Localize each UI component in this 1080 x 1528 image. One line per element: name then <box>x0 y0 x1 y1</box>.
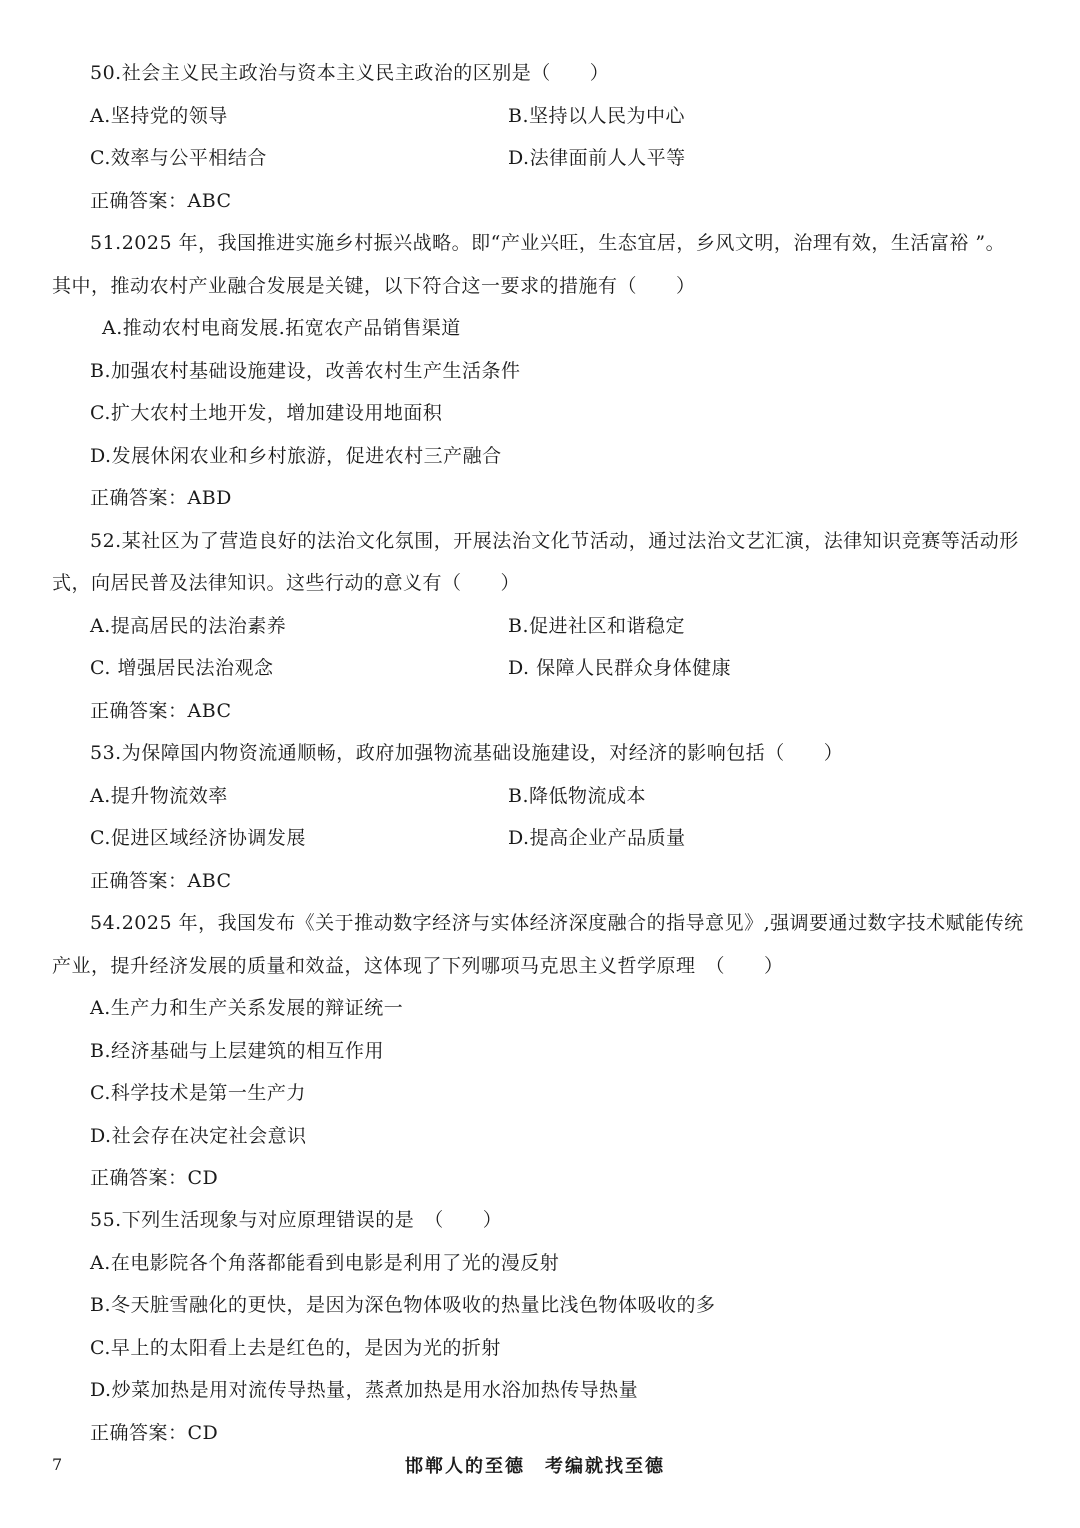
question-50-option-a: A.坚持党的领导 <box>90 105 228 127</box>
question-55-option-c: C.早上的太阳看上去是红色的，是因为光的折射 <box>90 1337 501 1359</box>
question-50-stem: 50.社会主义民主政治与资本主义民主政治的区别是（ ） <box>90 62 610 84</box>
question-55-answer: 正确答案：CD <box>90 1422 219 1444</box>
question-52-answer: 正确答案：ABC <box>90 700 232 722</box>
question-55-stem: 55.下列生活现象与对应原理错误的是 （ ） <box>90 1209 503 1231</box>
question-54-option-c: C.科学技术是第一生产力 <box>90 1082 306 1104</box>
question-52-stem-line1: 52.某社区为了营造良好的法治文化氛围，开展法治文化节活动，通过法治文艺汇演，法律知识竞赛等活动形 <box>90 530 1019 552</box>
question-53-option-c: C.促进区域经济协调发展 <box>90 827 306 849</box>
question-51-stem-line2: 其中，推动农村产业融合发展是关键，以下符合这一要求的措施有（ ） <box>52 275 696 297</box>
question-55-option-b: B.冬天脏雪融化的更快，是因为深色物体吸收的热量比浅色物体吸收的多 <box>90 1294 716 1316</box>
question-51-option-b: B.加强农村基础设施建设，改善农村生产生活条件 <box>90 360 521 382</box>
question-54-option-a: A.生产力和生产关系发展的辩证统一 <box>90 997 404 1019</box>
page-number: 7 <box>52 1455 63 1474</box>
footer-slogan: 邯郸人的至德 考编就找至德 <box>405 1456 665 1477</box>
question-50-answer: 正确答案：ABC <box>90 190 232 212</box>
question-52-option-a: A.提高居民的法治素养 <box>90 615 287 637</box>
question-51-option-d: D.发展休闲农业和乡村旅游，促进农村三产融合 <box>90 445 502 467</box>
question-54-option-d: D.社会存在决定社会意识 <box>90 1125 307 1147</box>
question-53-answer: 正确答案：ABC <box>90 870 232 892</box>
question-54-option-b: B.经济基础与上层建筑的相互作用 <box>90 1040 385 1062</box>
question-53-option-b: B.降低物流成本 <box>508 785 647 807</box>
question-50-option-c: C.效率与公平相结合 <box>90 147 267 169</box>
question-54-stem-line1: 54.2025 年，我国发布《关于推动数字经济与实体经济深度融合的指导意见》,强调要通过数字技术赋能传统 <box>90 912 1024 934</box>
question-52-option-d: D. 保障人民群众身体健康 <box>508 657 732 679</box>
question-51-stem-line1: 51.2025 年，我国推进实施乡村振兴战略。即“产业兴旺，生态宜居，乡风文明，治理有效，生活富裕 ”。 <box>90 232 1006 254</box>
question-52-stem-line2: 式，向居民普及法律知识。这些行动的意义有（ ） <box>52 572 521 594</box>
question-52-option-b: B.促进社区和谐稳定 <box>508 615 686 637</box>
question-55-option-d: D.炒菜加热是用对流传导热量，蒸煮加热是用水浴加热传导热量 <box>90 1379 639 1401</box>
question-52-option-c: C. 增强居民法治观念 <box>90 657 274 679</box>
question-53-stem: 53.为保障国内物资流通顺畅，政府加强物流基础设施建设，对经济的影响包括（ ） <box>90 742 844 764</box>
question-51-answer: 正确答案：ABD <box>90 487 232 509</box>
question-53-option-d: D.提高企业产品质量 <box>508 827 686 849</box>
question-54-answer: 正确答案：CD <box>90 1167 219 1189</box>
question-54-stem-line2: 产业，提升经济发展的质量和效益，这体现了下列哪项马克思主义哲学原理 （ ） <box>52 955 784 977</box>
question-55-option-a: A.在电影院各个角落都能看到电影是利用了光的漫反射 <box>90 1252 560 1274</box>
question-50-option-b: B.坚持以人民为中心 <box>508 105 686 127</box>
question-51-option-a: A.推动农村电商发展.拓宽农产品销售渠道 <box>102 317 461 339</box>
question-51-option-c: C.扩大农村土地开发，增加建设用地面积 <box>90 402 443 424</box>
question-53-option-a: A.提升物流效率 <box>90 785 228 807</box>
question-50-option-d: D.法律面前人人平等 <box>508 147 686 169</box>
